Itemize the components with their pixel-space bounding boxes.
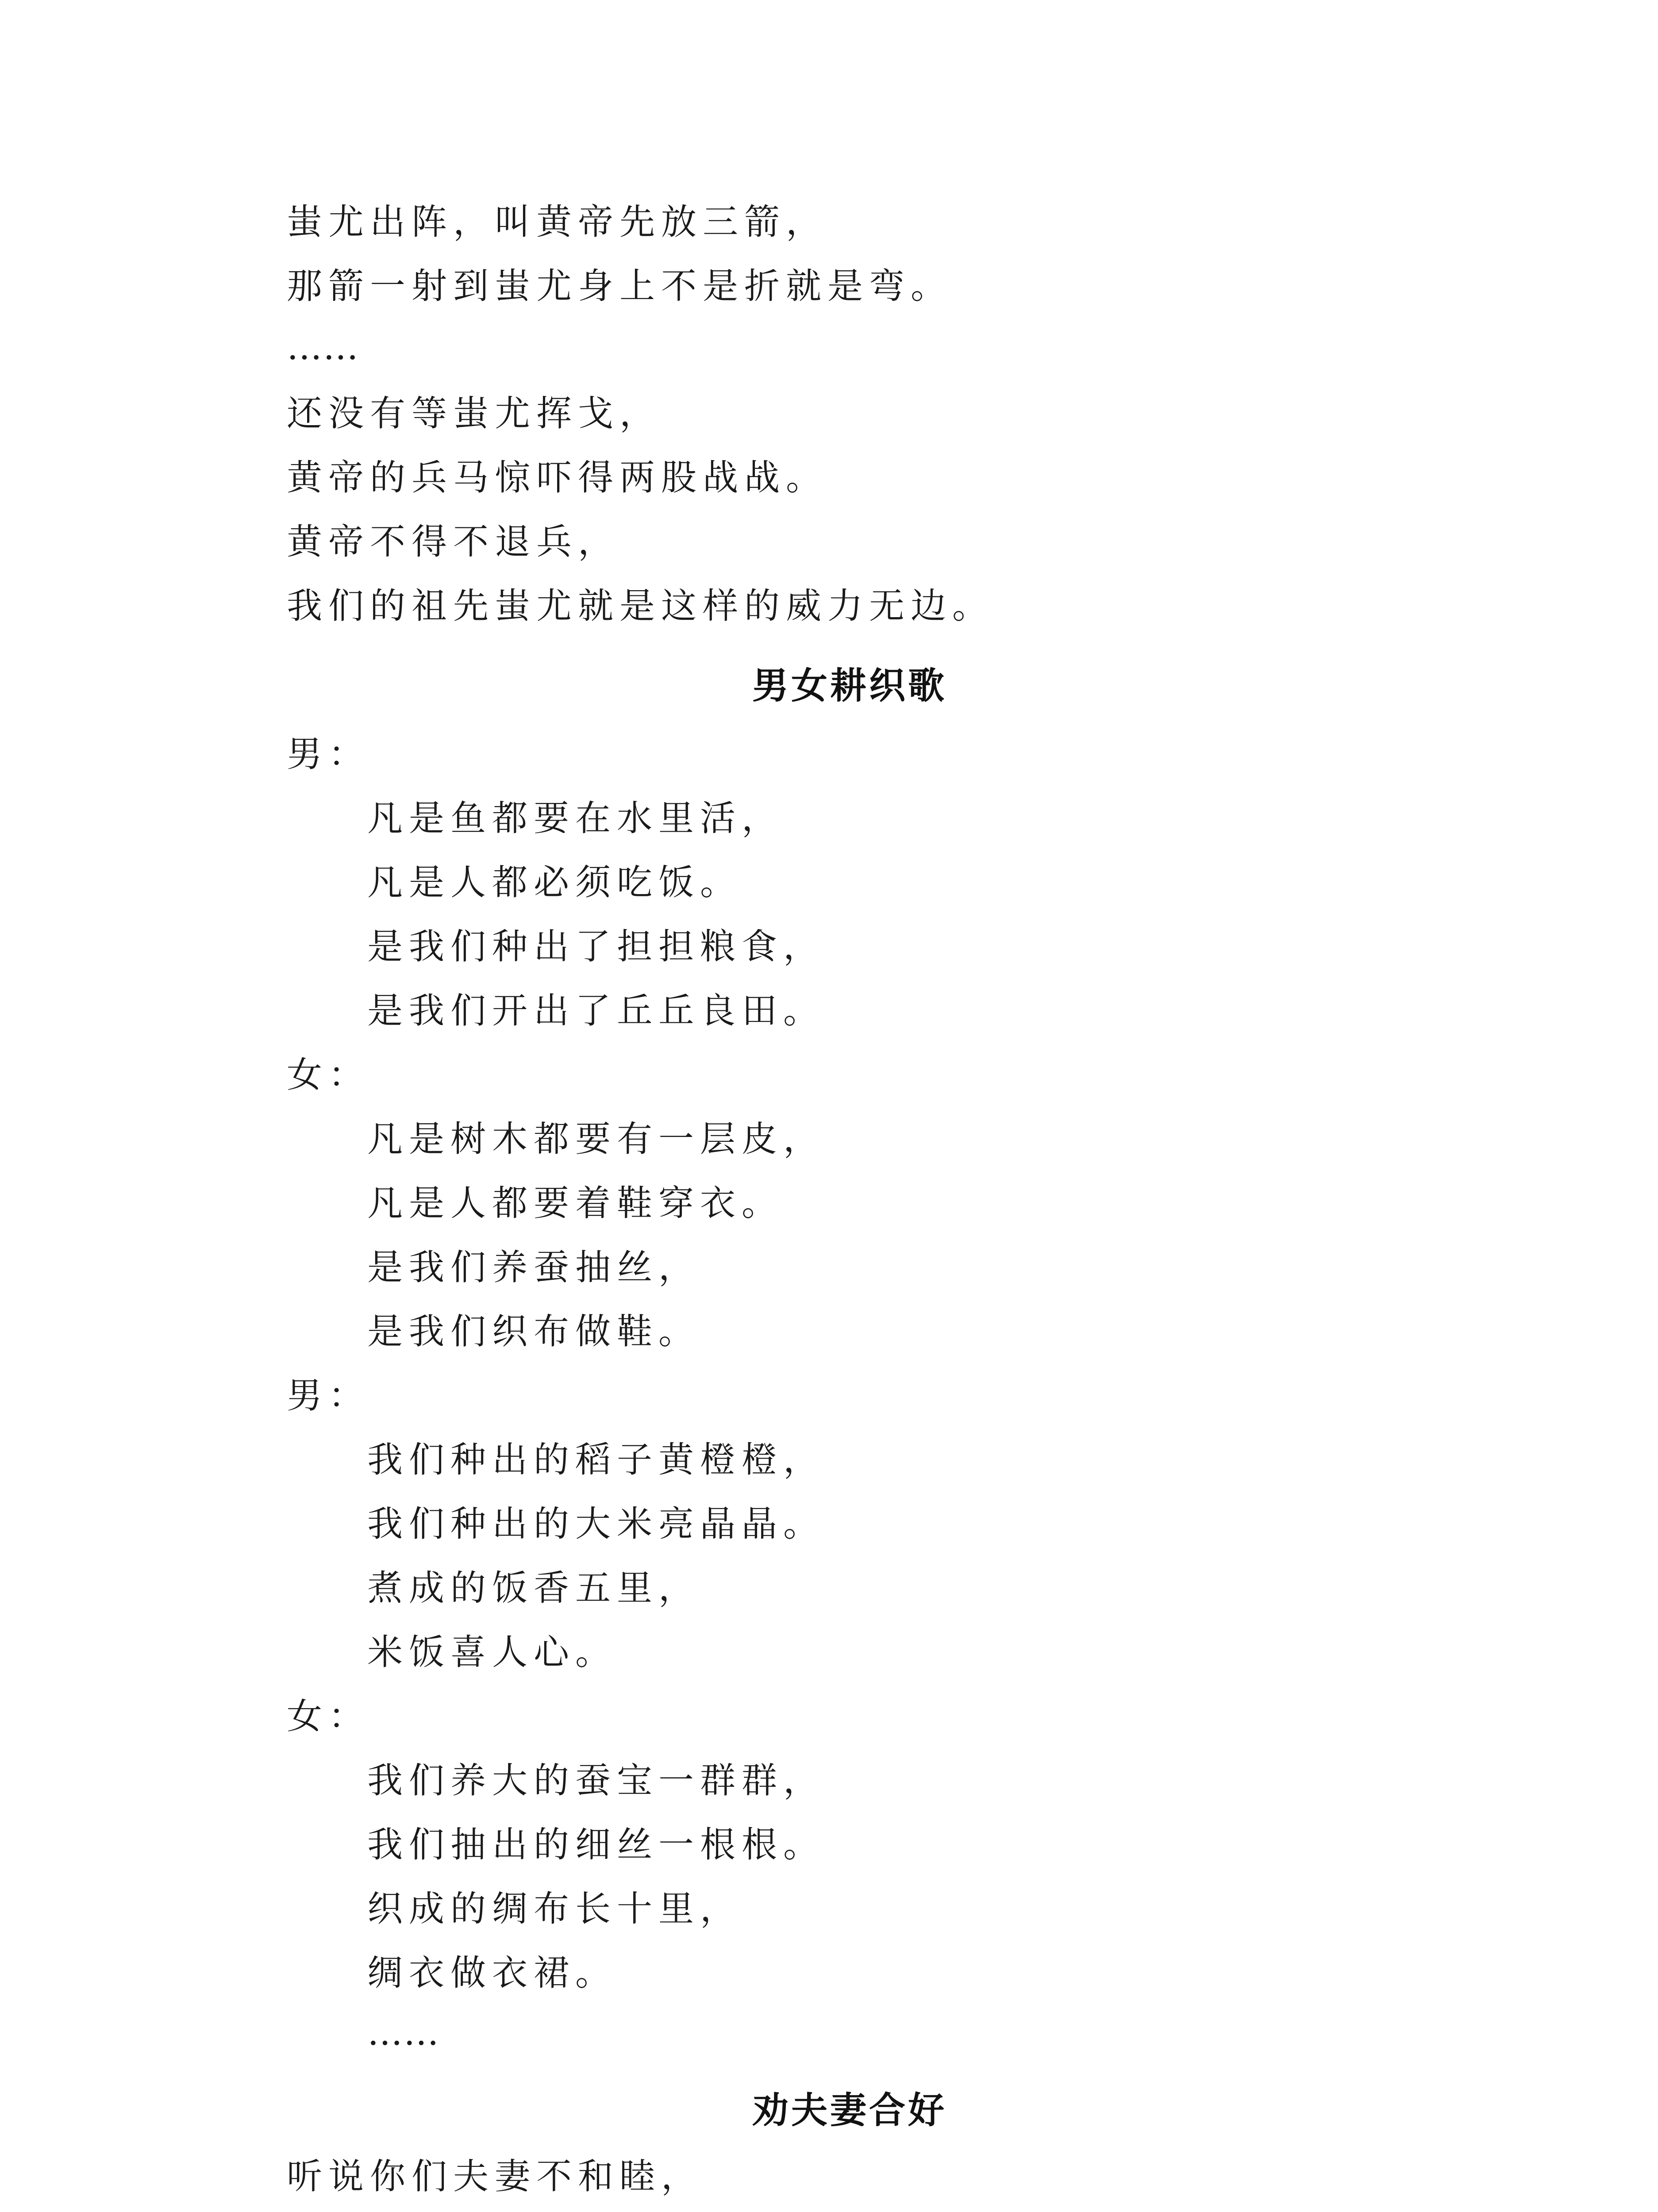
speaker-label: 男：: [287, 1375, 370, 1416]
verse-line: 我们养大的蚕宝一群群，: [367, 1760, 825, 1801]
verse-line-ellipsis: ……: [367, 2012, 440, 2053]
speaker-label: 女：: [287, 1696, 370, 1737]
speaker-label: 女：: [287, 1054, 370, 1095]
song-title: 劝夫妻合好: [752, 2089, 947, 2131]
verse-line: 凡是人都必须吃饭。: [367, 862, 742, 903]
verse-line: 我们种出的稻子黄橙橙，: [367, 1439, 825, 1480]
verse-line: 是我们养蚕抽丝，: [367, 1247, 700, 1288]
verse-line: 凡是鱼都要在水里活，: [367, 798, 783, 839]
verse-line: 黄帝的兵马惊吓得两股战战。: [287, 457, 827, 498]
speaker-label: 男：: [287, 733, 370, 775]
verse-line: 黄帝不得不退兵，: [287, 521, 619, 562]
verse-line: 那箭一射到蚩尤身上不是折就是弯。: [287, 265, 952, 307]
verse-line: 我们的祖先蚩尤就是这样的威力无边。: [287, 585, 994, 626]
song-title: 男女耕织歌: [752, 664, 947, 707]
verse-line: 煮成的饭香五里，: [367, 1567, 700, 1609]
verse-line: 我们种出的大米亮晶晶。: [367, 1503, 825, 1544]
verse-line: 米饭喜人心。: [367, 1632, 617, 1673]
verse-line: 我们抽出的细丝一根根。: [367, 1824, 825, 1865]
verse-line: 是我们种出了担担粮食，: [367, 926, 825, 967]
verse-line: 凡是人都要着鞋穿衣。: [367, 1183, 783, 1224]
verse-line: 凡是树木都要有一层皮，: [367, 1118, 825, 1160]
verse-line: 是我们织布做鞋。: [367, 1311, 700, 1352]
verse-line-ellipsis: ……: [287, 326, 359, 368]
verse-line: 织成的绸布长十里，: [367, 1888, 742, 1929]
verse-line: 是我们开出了丘丘良田。: [367, 990, 825, 1031]
verse-line: 蚩尤出阵，叫黄帝先放三箭，: [287, 201, 827, 242]
verse-line: 绸衣做衣裙。: [367, 1952, 617, 1993]
verse-line: 听说你们夫妻不和睦，: [287, 2156, 703, 2197]
verse-line: 还没有等蚩尤挥戈，: [287, 393, 661, 434]
